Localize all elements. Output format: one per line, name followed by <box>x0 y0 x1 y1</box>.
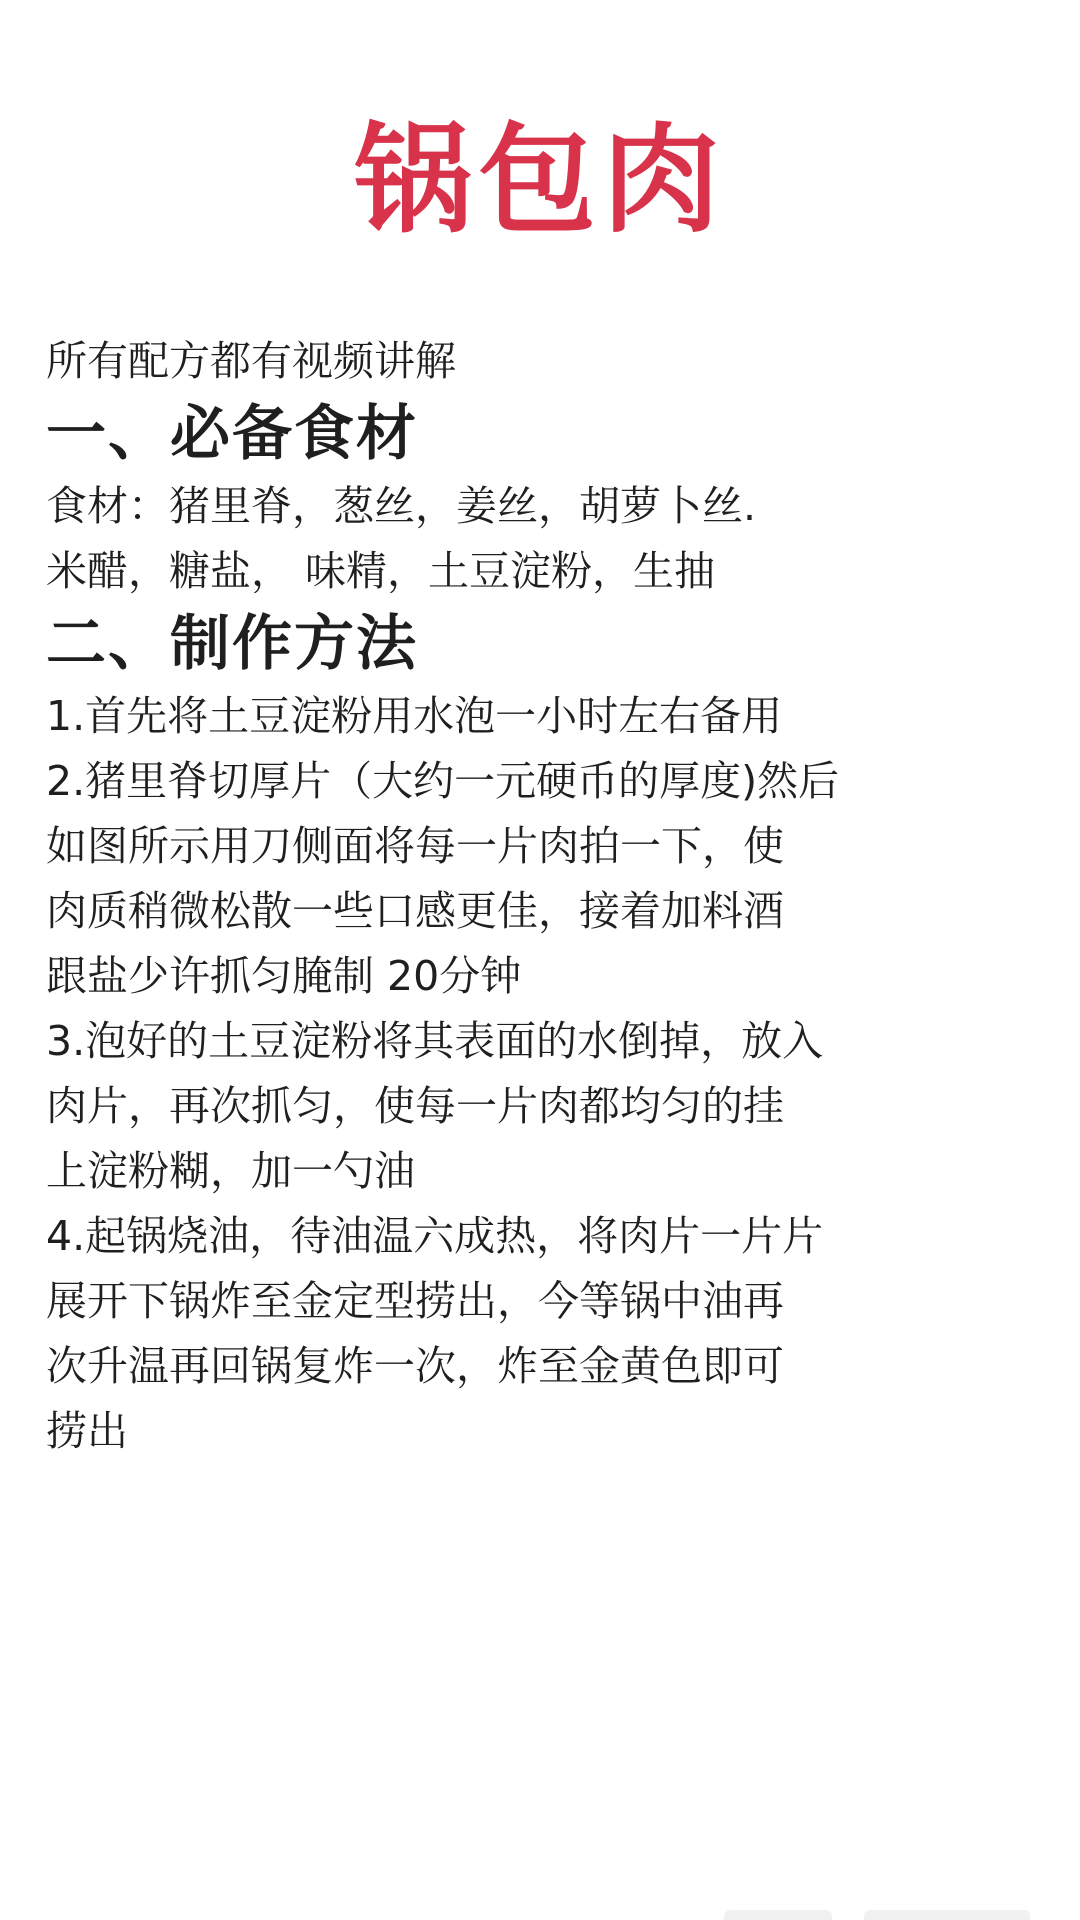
method-line: 肉质稍微松散一些口感更佳，接着加料酒 <box>46 887 784 935</box>
section-heading-method: 二、制作方法 <box>46 609 418 679</box>
method-line: 1.首先将土豆淀粉用水泡一小时左右备用 <box>46 692 783 740</box>
method-line: 肉片，再次抓匀，使每一片肉都均匀的挂 <box>46 1082 784 1130</box>
intro-text: 所有配方都有视频讲解 <box>46 337 456 385</box>
method-line: 展开下锅炸至金定型捞出，今等锅中油再 <box>46 1277 784 1325</box>
method-line: 2.猪里脊切厚片（大约一元硬币的厚度)然后 <box>46 757 840 805</box>
method-line: 跟盐少许抓匀腌制 20分钟 <box>46 952 522 1000</box>
method-line: 4.起锅烧油，待油温六成热，将肉片一片片 <box>46 1212 824 1260</box>
ingredients-line: 米醋，糖盐， 味精，土豆淀粉，生抽 <box>46 547 716 595</box>
method-line: 上淀粉糊，加一勺油 <box>46 1147 415 1195</box>
recipe-content <box>46 328 906 1464</box>
method-line: 3.泡好的土豆淀粉将其表面的水倒掉，放入 <box>46 1017 824 1065</box>
bottom-decoration <box>864 1910 1030 1920</box>
ingredients-line: 食材：猪里脊，葱丝，姜丝，胡萝卜丝. <box>46 482 757 530</box>
method-line: 捞出 <box>46 1407 128 1455</box>
bottom-decoration <box>724 1910 832 1920</box>
section-heading-ingredients: 一、必备食材 <box>46 399 418 469</box>
method-line: 次升温再回锅复炸一次，炸至金黄色即可 <box>46 1342 784 1390</box>
page-title: 锅包肉 <box>353 111 726 249</box>
method-line: 如图所示用刀侧面将每一片肉拍一下，使 <box>46 822 784 870</box>
